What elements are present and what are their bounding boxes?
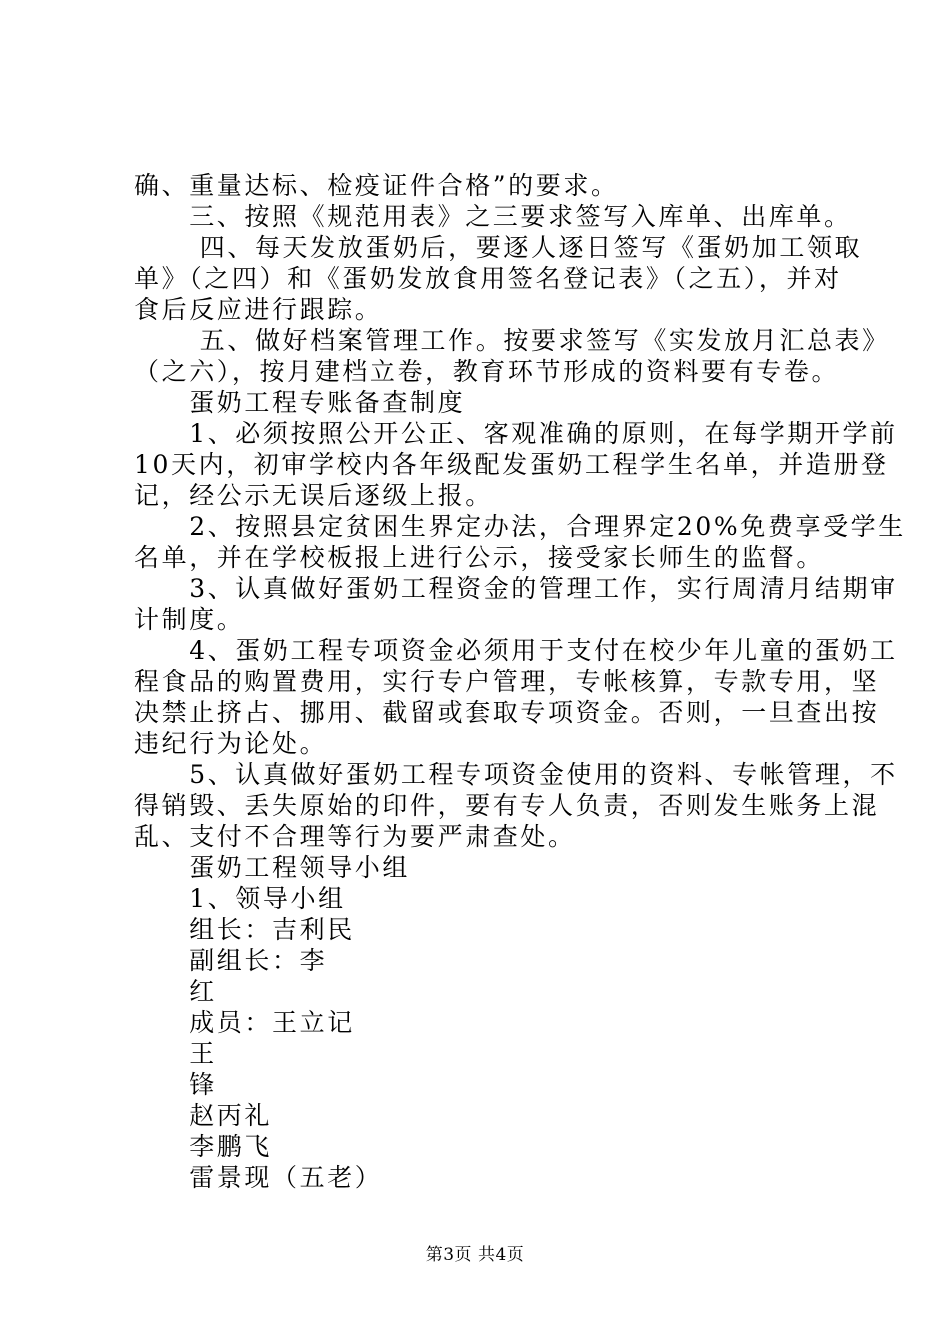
text-line: 五、做好档案管理工作。按要求签写《实发放月汇总表》 bbox=[134, 326, 890, 355]
section-heading: 蛋奶工程专账备查制度 bbox=[134, 388, 466, 417]
member-line: 王 bbox=[134, 1039, 217, 1068]
text-line: 违纪行为论处。 bbox=[134, 729, 328, 758]
page-footer bbox=[0, 1244, 950, 1266]
text-line: 食后反应进行跟踪。 bbox=[134, 295, 383, 324]
text-line: 1、领导小组 bbox=[134, 884, 346, 913]
text-line: 程食品的购置费用，实行专户管理，专帐核算，专款专用，坚 bbox=[134, 667, 880, 696]
text-line: 四、每天发放蛋奶后，要逐人逐日签写《蛋奶加工领取 bbox=[134, 233, 863, 262]
page-number-label: 第3页 共4页 bbox=[425, 1245, 525, 1265]
text-line: 决禁止挤占、挪用、截留或套取专项资金。否则，一旦查出按 bbox=[134, 698, 880, 727]
section-heading: 蛋奶工程领导小组 bbox=[134, 853, 411, 882]
member-line: 副组长：李 bbox=[134, 946, 328, 975]
member-line: 组长：吉利民 bbox=[134, 915, 355, 944]
text-line: 单》（之四）和《蛋奶发放食用签名登记表》（之五），并对 bbox=[134, 264, 842, 293]
member-line: 雷景现（五老） bbox=[134, 1163, 383, 1192]
text-line: 4、蛋奶工程专项资金必须用于支付在校少年儿童的蛋奶工 bbox=[134, 636, 898, 665]
text-line: 1、必须按照公开公正、客观准确的原则，在每学期开学前 bbox=[134, 419, 898, 448]
text-line: 确、重量达标、检疫证件合格”的要求。 bbox=[134, 171, 619, 200]
text-line: 5、认真做好蛋奶工程专项资金使用的资料、专帐管理，不 bbox=[134, 760, 898, 789]
member-line: 赵丙礼 bbox=[134, 1101, 273, 1130]
document-body bbox=[134, 170, 906, 1193]
member-line: 成员：王立记 bbox=[134, 1008, 355, 1037]
member-line: 锋 bbox=[134, 1070, 217, 1099]
text-line: 乱、支付不合理等行为要严肃查处。 bbox=[134, 822, 576, 851]
text-line: 10天内，初审学校内各年级配发蛋奶工程学生名单，并造册登 bbox=[134, 450, 889, 479]
text-line: 三、按照《规范用表》之三要求签写入库单、出库单。 bbox=[134, 202, 852, 231]
member-line: 红 bbox=[134, 977, 217, 1006]
text-line: 计制度。 bbox=[134, 605, 245, 634]
text-line: 3、认真做好蛋奶工程资金的管理工作，实行周清月结期审 bbox=[134, 574, 898, 603]
text-line: 记，经公示无误后逐级上报。 bbox=[134, 481, 493, 510]
text-line: （之六），按月建档立卷，教育环节形成的资料要有专卷。 bbox=[134, 357, 840, 386]
member-line: 李鹏飞 bbox=[134, 1132, 273, 1161]
text-line: 名单，并在学校板报上进行公示，接受家长师生的监督。 bbox=[134, 543, 825, 572]
text-line: 2、按照县定贫困生界定办法，合理界定20%免费享受学生 bbox=[134, 512, 906, 541]
text-line: 得销毁、丢失原始的印件，要有专人负责，否则发生账务上混 bbox=[134, 791, 880, 820]
